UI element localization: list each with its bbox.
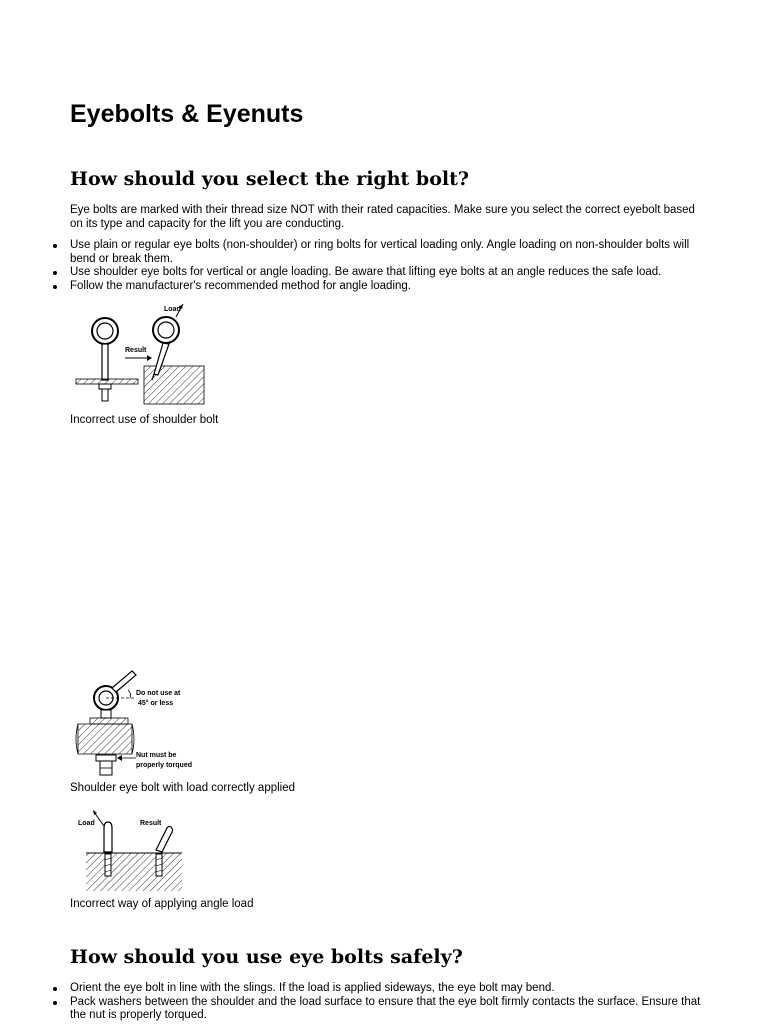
section-heading-use-safely: How should you use eye bolts safely?: [70, 946, 463, 968]
page-title: Eyebolts & Eyenuts: [70, 100, 304, 128]
section-heading-select-bolt: How should you select the right bolt?: [70, 168, 469, 190]
figure-label-nut-must-be: Nut must be: [136, 752, 177, 759]
figure-caption: Incorrect use of shoulder bolt: [70, 414, 219, 426]
safety-bullet-list: [70, 982, 710, 1023]
figure-label-load: Load: [78, 820, 95, 827]
figure-caption: Incorrect way of applying angle load: [70, 898, 254, 910]
figure-caption: Shoulder eye bolt with load correctly applied: [70, 782, 296, 794]
figure-incorrect-shoulder-bolt: [70, 298, 220, 408]
figure-incorrect-angle-load: [70, 808, 220, 896]
selection-bullet-list: [70, 239, 710, 293]
list-item: Use shoulder eye bolts for vertical or angle loading. Be aware that lifting eye bolts at an angle reduces the safe load.: [70, 266, 710, 280]
figure-label-result: Result: [140, 820, 162, 827]
figure-correct-shoulder-bolt: [70, 668, 220, 778]
list-item: Pack washers between the shoulder and the load surface to ensure that the eye bolt firmly contacts the surface. Ensure that the nut is properly torqued.: [70, 996, 710, 1023]
figure-label-result: Result: [125, 347, 147, 354]
list-item: Orient the eye bolt in line with the slings. If the load is applied sideways, the eye bolt may bend.: [70, 982, 710, 996]
figure-label-load: Load: [164, 306, 181, 313]
intro-paragraph: Eye bolts are marked with their thread size NOT with their rated capacities. Make sure you select the correct eyebolt based on its type and capacity for the lift you are conducting.: [70, 204, 695, 230]
list-item: Use plain or regular eye bolts (non-shoulder) or ring bolts for vertical loading only. Angle loading on non-shoulder bolts will bend or break them.: [70, 239, 710, 266]
figure-label-do-not-use: Do not use at: [136, 690, 181, 697]
list-item: Follow the manufacturer's recommended method for angle loading.: [70, 280, 710, 294]
figure-label-properly-torqued: properly torqued: [136, 762, 193, 769]
figure-label-45-degrees: 45° or less: [138, 700, 174, 707]
